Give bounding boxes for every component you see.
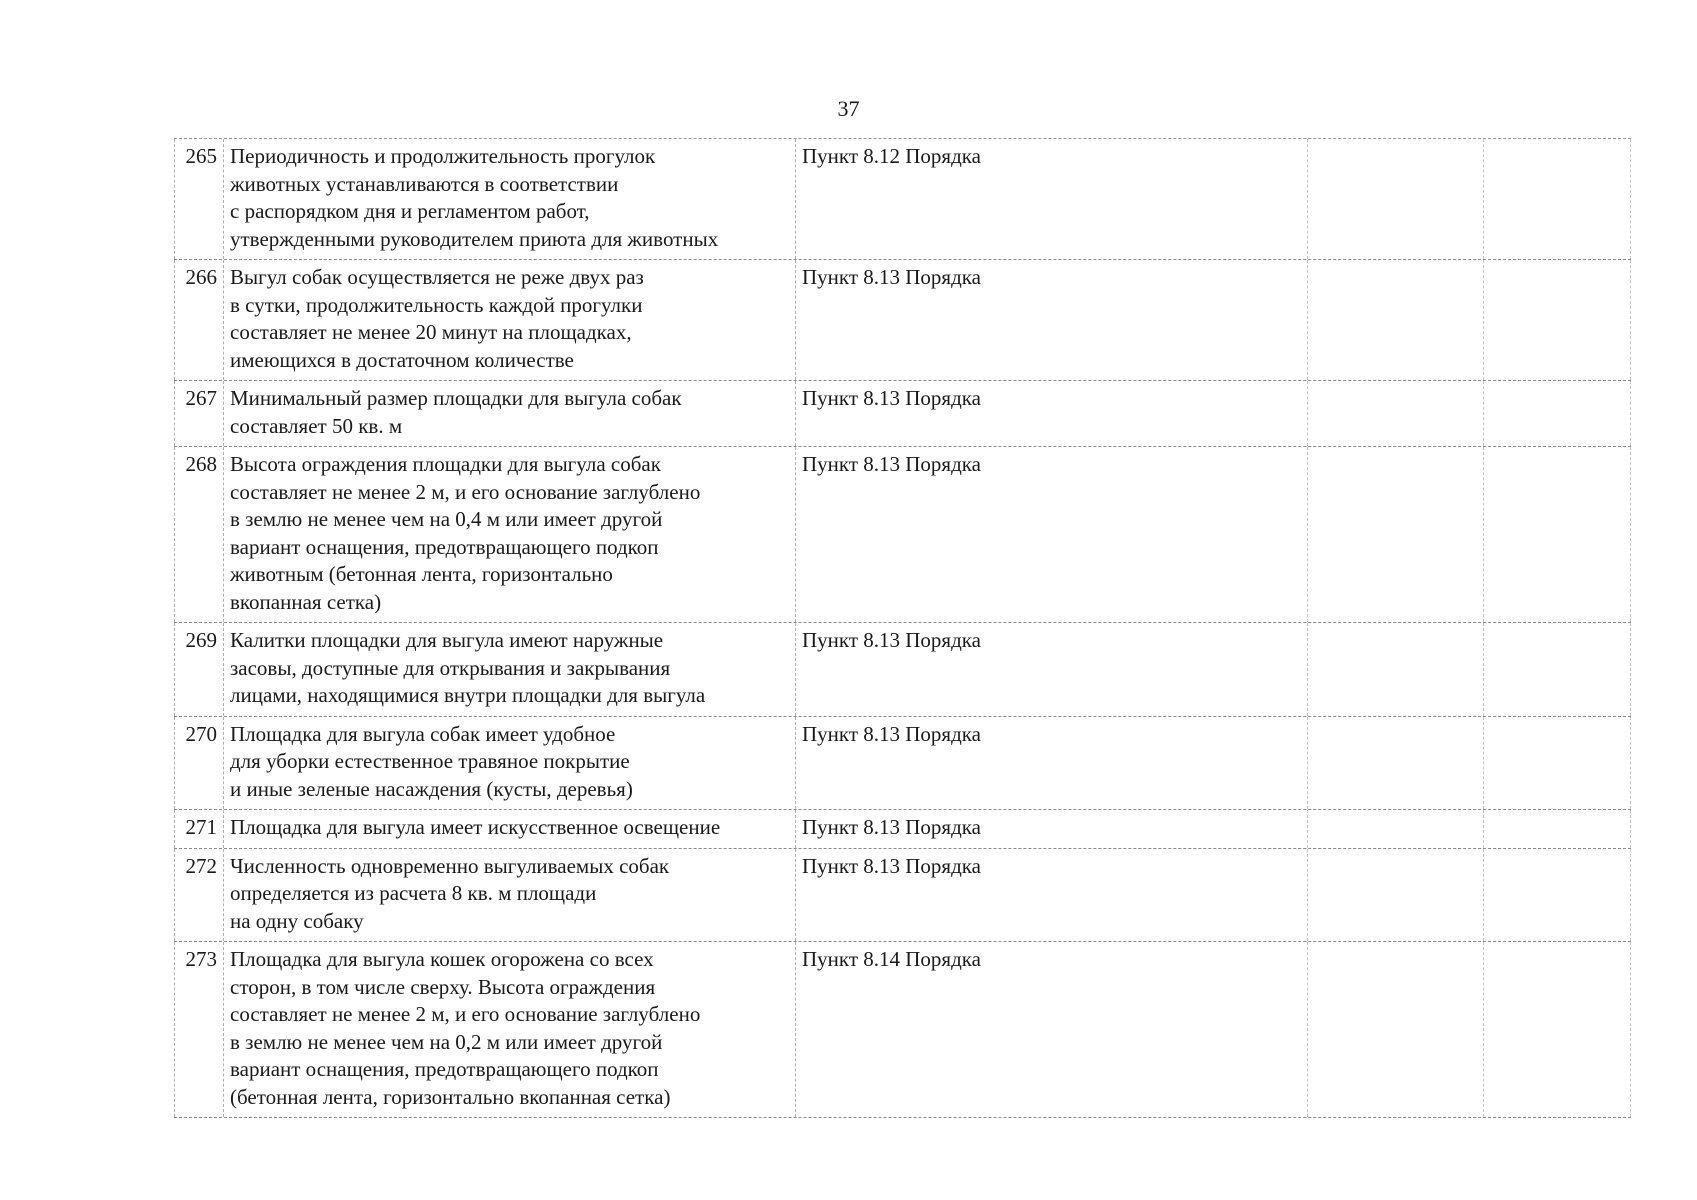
requirement-text [224, 623, 796, 716]
requirement-line: и иные зеленые насаждения (кусты, деревья) [230, 776, 633, 801]
empty-cell [1484, 139, 1631, 259]
requirement-line: составляет не менее 20 минут на площадках, [230, 320, 632, 344]
requirement-line: составляет не менее 2 м, и его основание заглублено [230, 479, 701, 504]
requirement-line: сторон, в том числе сверху. Высота ограждения [230, 974, 656, 999]
requirement-line: Высота ограждения площадки для выгула собак [230, 452, 661, 476]
requirement-line: с распорядком дня и регламентом работ, [230, 199, 590, 223]
requirement-line: определяется из расчета 8 кв. м площади [230, 881, 597, 905]
requirement-line: Выгул собак осуществляется не реже двух раз [230, 265, 644, 289]
requirement-line: Периодичность и продолжительность прогулок [230, 144, 656, 168]
requirement-line: Площадка для выгула кошек огорожена со всех [230, 947, 654, 971]
requirement-text [224, 447, 796, 622]
requirement-line: Площадка для выгула имеет искусственное освещение [230, 815, 721, 839]
empty-cell [1308, 381, 1484, 446]
requirement-line: животных устанавливаются в соответствии [230, 171, 619, 196]
requirement-text [224, 381, 796, 446]
page-number: 37 [837, 96, 860, 121]
requirement-line: Калитки площадки для выгула имеют наружные [230, 628, 664, 652]
reference-clause: Пункт 8.14 Порядка [796, 942, 1308, 1117]
requirement-line: вкопанная сетка) [230, 589, 382, 614]
row-number: 272 [174, 849, 224, 942]
empty-cell [1484, 717, 1631, 810]
requirement-text [224, 810, 796, 848]
row-number: 266 [174, 260, 224, 380]
requirement-line: Численность одновременно выгуливаемых собак [230, 853, 670, 878]
requirement-line: в сутки, продолжительность каждой прогулки [230, 292, 643, 317]
requirement-line: вариант оснащения, предотвращающего подкоп [230, 1057, 659, 1081]
requirement-line: составляет 50 кв. м [230, 413, 403, 438]
requirement-line: вариант оснащения, предотвращающего подкоп [230, 534, 659, 559]
requirement-line: в землю не менее чем на 0,4 м или имеет другой [230, 507, 663, 531]
empty-cell [1308, 447, 1484, 622]
requirement-line: лицами, находящимися внутри площадки для выгула [230, 683, 706, 707]
requirement-text [224, 942, 796, 1117]
reference-clause: Пункт 8.13 Порядка [796, 810, 1308, 848]
row-number: 273 [174, 942, 224, 1117]
requirement-line: в землю не менее чем на 0,2 м или имеет другой [230, 1029, 663, 1054]
requirement-line: животным (бетонная лента, горизонтально [230, 562, 613, 586]
table-row [174, 260, 1631, 381]
table-row [174, 381, 1631, 447]
table-row [174, 717, 1631, 811]
empty-cell [1484, 810, 1631, 848]
requirements-table [174, 138, 1631, 1118]
reference-clause: Пункт 8.12 Порядка [796, 139, 1308, 259]
empty-cell [1484, 623, 1631, 716]
row-number: 269 [174, 623, 224, 716]
table-row [174, 623, 1631, 717]
table-row [174, 139, 1631, 260]
reference-clause: Пункт 8.13 Порядка [796, 260, 1308, 380]
requirement-line: для уборки естественное травяное покрытие [230, 749, 630, 773]
table-row [174, 810, 1631, 849]
row-number: 271 [174, 810, 224, 848]
empty-cell [1308, 849, 1484, 942]
empty-cell [1308, 623, 1484, 716]
empty-cell [1308, 260, 1484, 380]
reference-clause: Пункт 8.13 Порядка [796, 447, 1308, 622]
reference-clause: Пункт 8.13 Порядка [796, 623, 1308, 716]
reference-clause: Пункт 8.13 Порядка [796, 717, 1308, 810]
requirement-line: утвержденными руководителем приюта для животных [230, 226, 719, 251]
empty-cell [1308, 942, 1484, 1117]
row-number: 267 [174, 381, 224, 446]
empty-cell [1484, 849, 1631, 942]
requirement-text [224, 139, 796, 259]
empty-cell [1308, 717, 1484, 810]
requirement-line: (бетонная лента, горизонтально вкопанная сетка) [230, 1084, 671, 1109]
requirement-line: Минимальный размер площадки для выгула собак [230, 386, 682, 410]
table-row [174, 942, 1631, 1118]
requirement-line: на одну собаку [230, 908, 364, 933]
row-number: 268 [174, 447, 224, 622]
requirement-line: составляет не менее 2 м, и его основание заглублено [230, 1002, 701, 1026]
requirement-text [224, 849, 796, 942]
empty-cell [1484, 942, 1631, 1117]
requirement-line: имеющихся в достаточном количестве [230, 347, 574, 372]
empty-cell [1484, 447, 1631, 622]
row-number: 270 [174, 717, 224, 810]
requirement-text [224, 260, 796, 380]
empty-cell [1308, 139, 1484, 259]
requirement-text [224, 717, 796, 810]
reference-clause: Пункт 8.13 Порядка [796, 849, 1308, 942]
empty-cell [1308, 810, 1484, 848]
reference-clause: Пункт 8.13 Порядка [796, 381, 1308, 446]
requirement-line: засовы, доступные для открывания и закрывания [230, 655, 671, 680]
requirement-line: Площадка для выгула собак имеет удобное [230, 721, 616, 746]
empty-cell [1484, 381, 1631, 446]
row-number: 265 [174, 139, 224, 259]
table-row [174, 447, 1631, 623]
empty-cell [1484, 260, 1631, 380]
table-row [174, 849, 1631, 943]
